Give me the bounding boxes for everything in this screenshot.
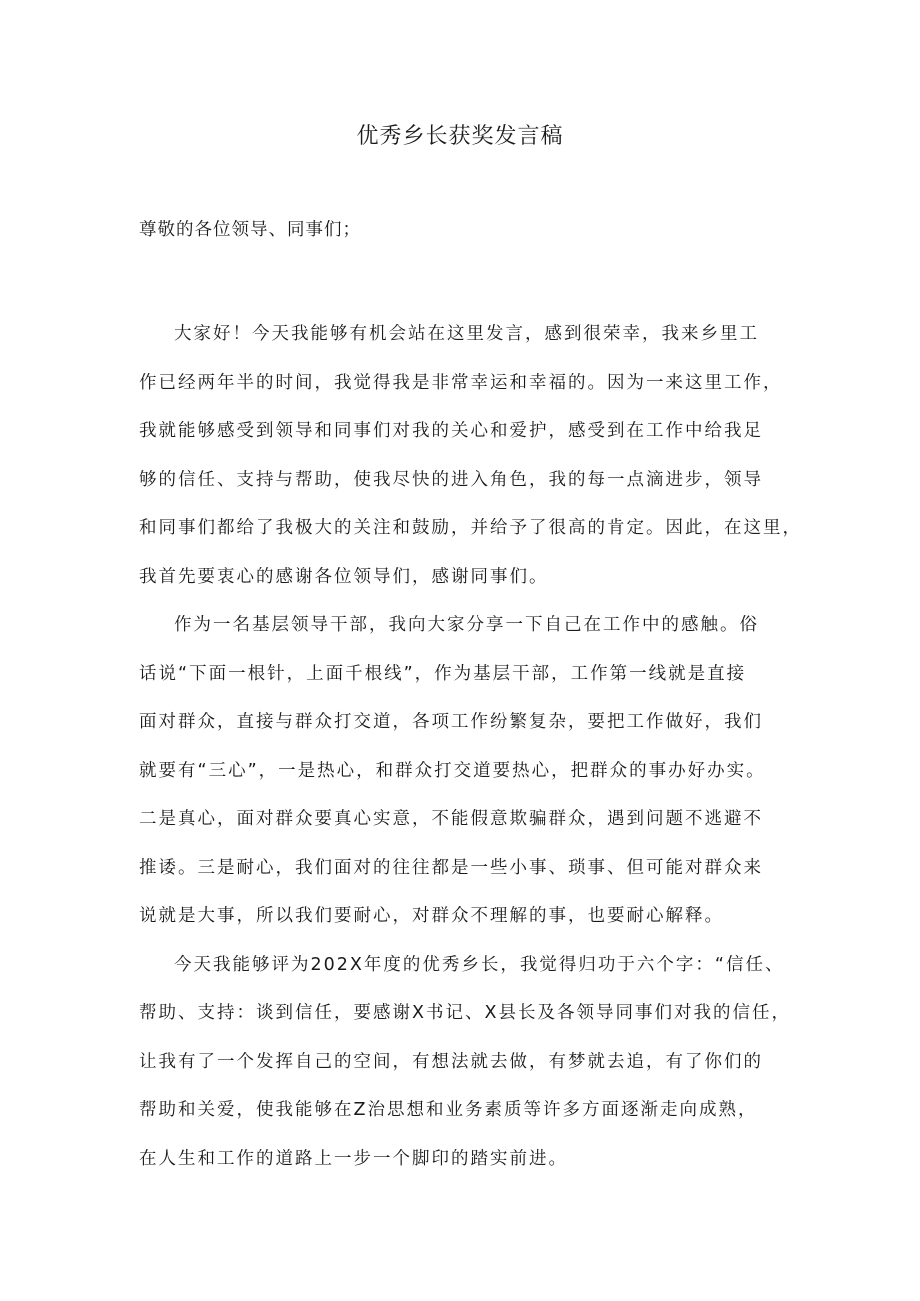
paragraph-line: 面对群众，直接与群众打交道，各项工作纷繁复杂，要把工作做好，我们 [139,712,763,732]
paragraph-line: 让我有了一个发挥自己的空间，有想法就去做，有梦就去追，有了你们的 [139,1051,763,1072]
paragraph-line: 就要有“三心”，一是热心，和群众打交道要热心，把群众的事办好办实。 [139,760,766,781]
paragraph-line: 和同事们都给了我极大的关注和鼓励，并给予了很高的肯定。因此，在这里， [139,518,802,538]
paragraph-line: 话说“下面一根针，上面千根线”，作为基层干部，工作第一线就是直接 [139,663,747,684]
paragraph-line: 说就是大事，所以我们要耐心，对群众不理解的事，也要耐心解释。 [139,906,724,926]
salutation: 尊敬的各位领导、同事们； [139,220,361,240]
paragraph-line: 我首先要衷心的感谢各位领导们，感谢同事们。 [139,566,549,587]
paragraph-line: 够的信任、支持与帮助，使我尽快的进入角色，我的每一点滴进步，领导 [139,469,763,490]
paragraph-line: 在人生和工作的道路上一步一个脚印的踏实前进。 [139,1148,568,1169]
document-body [139,310,802,1183]
paragraph-3 [139,941,789,1184]
paragraph-line: 推诿。三是耐心，我们面对的往往都是一些小事、琐事、但可能对群众来 [139,857,763,878]
paragraph-1 [139,310,802,601]
paragraph-line: 今天我能够评为202X年度的优秀乡长，我觉得归功于六个字：“信任、 [174,954,785,975]
paragraph-line: 帮助、支持：谈到信任，要感谢X书记、X县长及各领导同事们对我的信任， [139,1003,791,1023]
document-title: 优秀乡长获奖发言稿 [356,124,564,149]
paragraph-line: 作为一名基层领导干部，我向大家分享一下自己在工作中的感触。俗 [174,615,759,635]
paragraph-line: 帮助和关爱，使我能够在Z治思想和业务素质等许多方面逐渐走向成熟， [139,1100,758,1120]
paragraph-2 [139,601,789,941]
paragraph-line: 作已经两年半的时间，我觉得我是非常幸运和幸福的。因为一来这里工作， [139,372,783,393]
paragraph-line: 我就能够感受到领导和同事们对我的关心和爱护，感受到在工作中给我足 [139,421,763,441]
paragraph-line: 二是真心，面对群众要真心实意，不能假意欺骗群众，遇到问题不逃避不 [139,809,763,829]
paragraph-line: 大家好！今天我能够有机会站在这里发言，感到很荣幸，我来乡里工 [174,324,759,344]
